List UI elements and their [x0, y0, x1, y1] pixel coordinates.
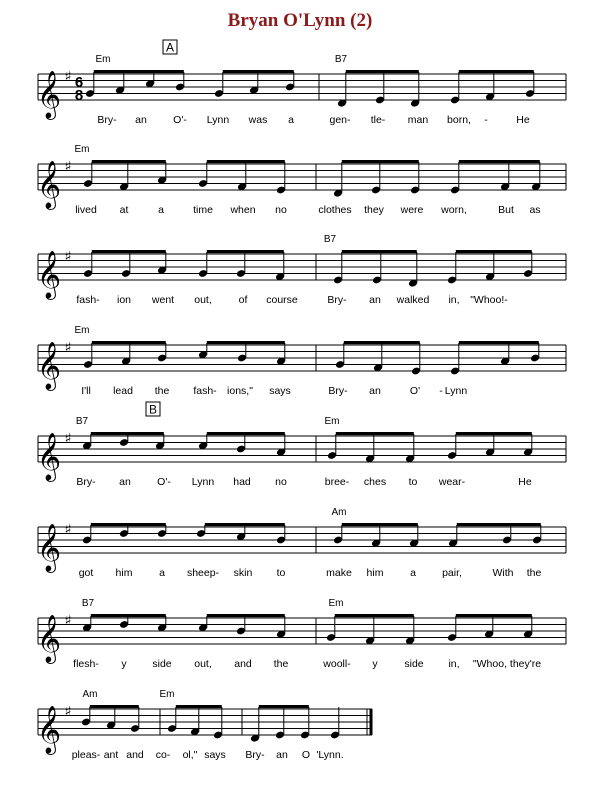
beamed-note-group — [333, 250, 418, 288]
lyric-syllable: born, — [447, 114, 471, 126]
lyric-syllable: when — [230, 204, 256, 216]
lyric-syllable: Lynn — [206, 114, 230, 126]
beam — [91, 523, 166, 526]
lyric-syllable: a — [158, 204, 164, 216]
lyric-syllable: ches — [363, 476, 387, 488]
beam — [223, 70, 294, 73]
staff-system — [37, 522, 566, 573]
lyric-syllable: ions," — [227, 385, 253, 397]
lyric-syllable: an — [119, 476, 131, 488]
lyric-syllable: were — [400, 204, 424, 216]
lyric-syllable: the — [273, 658, 289, 670]
staff-system — [37, 159, 566, 210]
lyric-syllable: fash- — [76, 294, 100, 306]
time-signature-numerator: 6 — [74, 74, 84, 91]
beamed-note-group — [250, 705, 310, 743]
treble-clef-icon: 𝄞 — [36, 705, 62, 753]
lyric-syllable: Lynn — [444, 385, 468, 397]
lyric-syllable: a — [288, 114, 294, 126]
beam — [336, 432, 414, 435]
time-signature-denominator: 8 — [74, 87, 84, 104]
lyric-syllable: went — [151, 294, 175, 306]
rehearsal-mark — [146, 402, 160, 417]
rehearsal-mark-label: A — [165, 40, 175, 55]
lyric-syllable: no — [275, 476, 287, 488]
lyric-syllable: says — [269, 385, 291, 397]
lyric-syllable: of — [238, 294, 248, 306]
lyric-syllable: walked — [396, 294, 430, 306]
lyric-syllable: clothes — [318, 204, 352, 216]
lyric-syllable: O — [301, 749, 311, 761]
chord-symbol: Am — [82, 689, 98, 700]
chord-symbol: Em — [95, 54, 111, 65]
lyric-syllable: a — [159, 567, 165, 579]
beam — [456, 614, 532, 617]
lyric-syllable: got — [78, 567, 94, 579]
lyric-syllable: time — [193, 204, 213, 216]
beam — [342, 160, 419, 163]
lyric-syllable: says — [204, 749, 226, 761]
lyric-syllable: Bry- — [97, 114, 117, 126]
beam — [459, 160, 540, 163]
beam — [94, 70, 184, 73]
lyric-syllable: O'- — [173, 114, 187, 126]
treble-clef-icon: 𝄞 — [36, 160, 62, 208]
beam — [176, 705, 222, 708]
chord-symbol: B7 — [323, 234, 337, 245]
lyric-syllable: Bry- — [245, 749, 265, 761]
beam — [207, 341, 285, 344]
lyric-syllable: an — [369, 294, 381, 306]
beamed-note-group — [327, 432, 415, 463]
beam — [346, 70, 419, 73]
beam — [207, 432, 285, 435]
beam — [207, 614, 285, 617]
beam — [342, 523, 418, 526]
lyric-syllable: Lynn — [191, 476, 215, 488]
beam — [207, 250, 284, 253]
lyric-syllable: skin — [233, 567, 253, 579]
staff-system — [37, 249, 566, 300]
lyric-syllable: He — [516, 114, 530, 126]
sharp-icon: ♯ — [64, 704, 72, 720]
sharp-icon: ♯ — [64, 613, 72, 629]
lyric-syllable: Bry- — [76, 476, 96, 488]
beam — [459, 70, 534, 73]
lyric-syllable: him — [366, 567, 384, 579]
treble-clef-icon: 𝄞 — [36, 523, 62, 571]
staff-system — [37, 431, 566, 482]
lyric-syllable: had — [233, 476, 251, 488]
lyric-syllable: no — [275, 204, 287, 216]
lyric-syllable: - — [439, 385, 443, 397]
lyric-syllable: side — [404, 658, 424, 670]
lyric-syllable: lived — [75, 204, 97, 216]
beam — [259, 705, 309, 708]
lyric-syllable: "Whoo!- — [470, 294, 508, 306]
lyric-syllable: bree- — [324, 476, 350, 488]
staff-system — [37, 704, 373, 755]
lyric-syllable: - — [484, 114, 488, 126]
lyric-syllable: they — [364, 204, 384, 216]
lyric-syllable: fash- — [193, 385, 217, 397]
beam — [459, 341, 539, 344]
page-title: Bryan O'Lynn (2) — [227, 10, 373, 31]
lyric-syllable: a — [410, 567, 416, 579]
beam — [207, 160, 285, 163]
lyric-syllable: wooll- — [323, 658, 351, 670]
beam — [90, 705, 139, 708]
lyric-syllable: I'll — [81, 385, 91, 397]
lyric-syllable: ant — [103, 749, 119, 761]
sharp-icon: ♯ — [64, 249, 72, 265]
beam — [335, 614, 414, 617]
sharp-icon: ♯ — [64, 431, 72, 447]
lyric-syllable: the — [526, 567, 542, 579]
lyric-syllable: as — [529, 204, 541, 216]
lyric-syllable: to — [276, 567, 286, 579]
staff-system — [37, 340, 566, 391]
beam — [457, 523, 541, 526]
beamed-note-group — [326, 614, 415, 645]
lyric-syllable: But — [498, 204, 514, 216]
lyric-syllable: Bry- — [328, 385, 348, 397]
lyric-syllable: lead — [113, 385, 133, 397]
lyric-syllable: make — [326, 567, 352, 579]
staff-system — [37, 613, 566, 664]
treble-clef-icon: 𝄞 — [36, 70, 62, 118]
lyric-syllable: him — [115, 567, 133, 579]
lyric-syllable: 'Lynn. — [316, 749, 344, 761]
lyric-syllable: an — [369, 385, 381, 397]
sharp-icon: ♯ — [64, 522, 72, 538]
beam — [92, 160, 166, 163]
lyric-syllable: sheep- — [186, 567, 220, 579]
lyric-syllable: in, — [448, 658, 460, 670]
beam — [91, 432, 164, 435]
lyric-syllable: pair, — [442, 567, 462, 579]
chord-symbol: B7 — [75, 416, 89, 427]
chord-symbol: Em — [324, 416, 340, 427]
lyric-syllable: Bry- — [327, 294, 347, 306]
lyric-syllable: O' — [409, 385, 421, 397]
final-barline — [370, 709, 373, 735]
beamed-note-group — [330, 707, 340, 739]
rehearsal-mark-label: B — [148, 402, 158, 417]
lyric-syllable: and — [234, 658, 252, 670]
lyric-syllable: the — [154, 385, 170, 397]
chord-symbol: Am — [331, 507, 347, 518]
beam — [92, 341, 166, 344]
beamed-note-group — [198, 250, 285, 281]
chord-symbol: B7 — [81, 598, 95, 609]
lyric-syllable: gen- — [329, 114, 351, 126]
lyric-syllable: to — [408, 476, 418, 488]
treble-clef-icon: 𝄞 — [36, 341, 62, 389]
lyric-syllable: flesh- — [73, 658, 99, 670]
rehearsal-mark — [163, 40, 177, 55]
lyric-syllable: With — [492, 567, 514, 579]
lyric-syllable: y — [372, 658, 378, 670]
beamed-note-group — [83, 160, 167, 191]
lyric-syllable: pleas- — [71, 749, 101, 761]
chord-symbol: Em — [74, 144, 90, 155]
beam — [456, 432, 532, 435]
lyric-syllable: out, — [194, 294, 212, 306]
sharp-icon: ♯ — [64, 159, 72, 175]
treble-clef-icon: 𝄞 — [36, 432, 62, 480]
lyric-syllable: man — [407, 114, 429, 126]
lyric-syllable: and — [126, 749, 144, 761]
chord-symbol: Em — [74, 325, 90, 336]
beam — [92, 250, 166, 253]
sharp-icon: ♯ — [64, 69, 72, 85]
lyric-syllable: tle- — [370, 114, 386, 126]
lyric-syllable: course — [266, 294, 298, 306]
beamed-note-group — [82, 432, 165, 450]
beamed-note-group — [337, 70, 420, 108]
beam — [205, 523, 285, 526]
beamed-note-group — [82, 614, 167, 632]
lyric-syllable: worn, — [441, 204, 467, 216]
lyric-syllable: He — [518, 476, 532, 488]
treble-clef-icon: 𝄞 — [36, 614, 62, 662]
chord-symbol: B7 — [334, 54, 348, 65]
lyric-syllable: ion — [116, 294, 132, 306]
lyric-syllable: an — [276, 749, 288, 761]
lyric-syllable: y — [121, 658, 127, 670]
beam — [342, 250, 417, 253]
staff-system — [37, 69, 566, 120]
chord-symbol: Em — [328, 598, 344, 609]
beamed-note-group — [333, 160, 420, 198]
lyric-syllable: was — [248, 114, 268, 126]
lyric-syllable: O'- — [157, 476, 171, 488]
beam — [456, 250, 532, 253]
treble-clef-icon: 𝄞 — [36, 250, 62, 298]
lyric-syllable: "Whoo, they're — [472, 658, 542, 670]
lyric-syllable: an — [135, 114, 147, 126]
lyric-syllable: co- — [155, 749, 171, 761]
beam — [344, 341, 420, 344]
lyric-syllable: out, — [194, 658, 212, 670]
lyric-syllable: in, — [448, 294, 460, 306]
lyric-syllable: at — [119, 204, 129, 216]
chord-symbol: Em — [159, 689, 175, 700]
lyric-syllable: wear- — [438, 476, 466, 488]
beam — [91, 614, 166, 617]
lyric-syllable: ol," — [182, 749, 198, 761]
lyric-syllable: side — [152, 658, 172, 670]
sharp-icon: ♯ — [64, 340, 72, 356]
